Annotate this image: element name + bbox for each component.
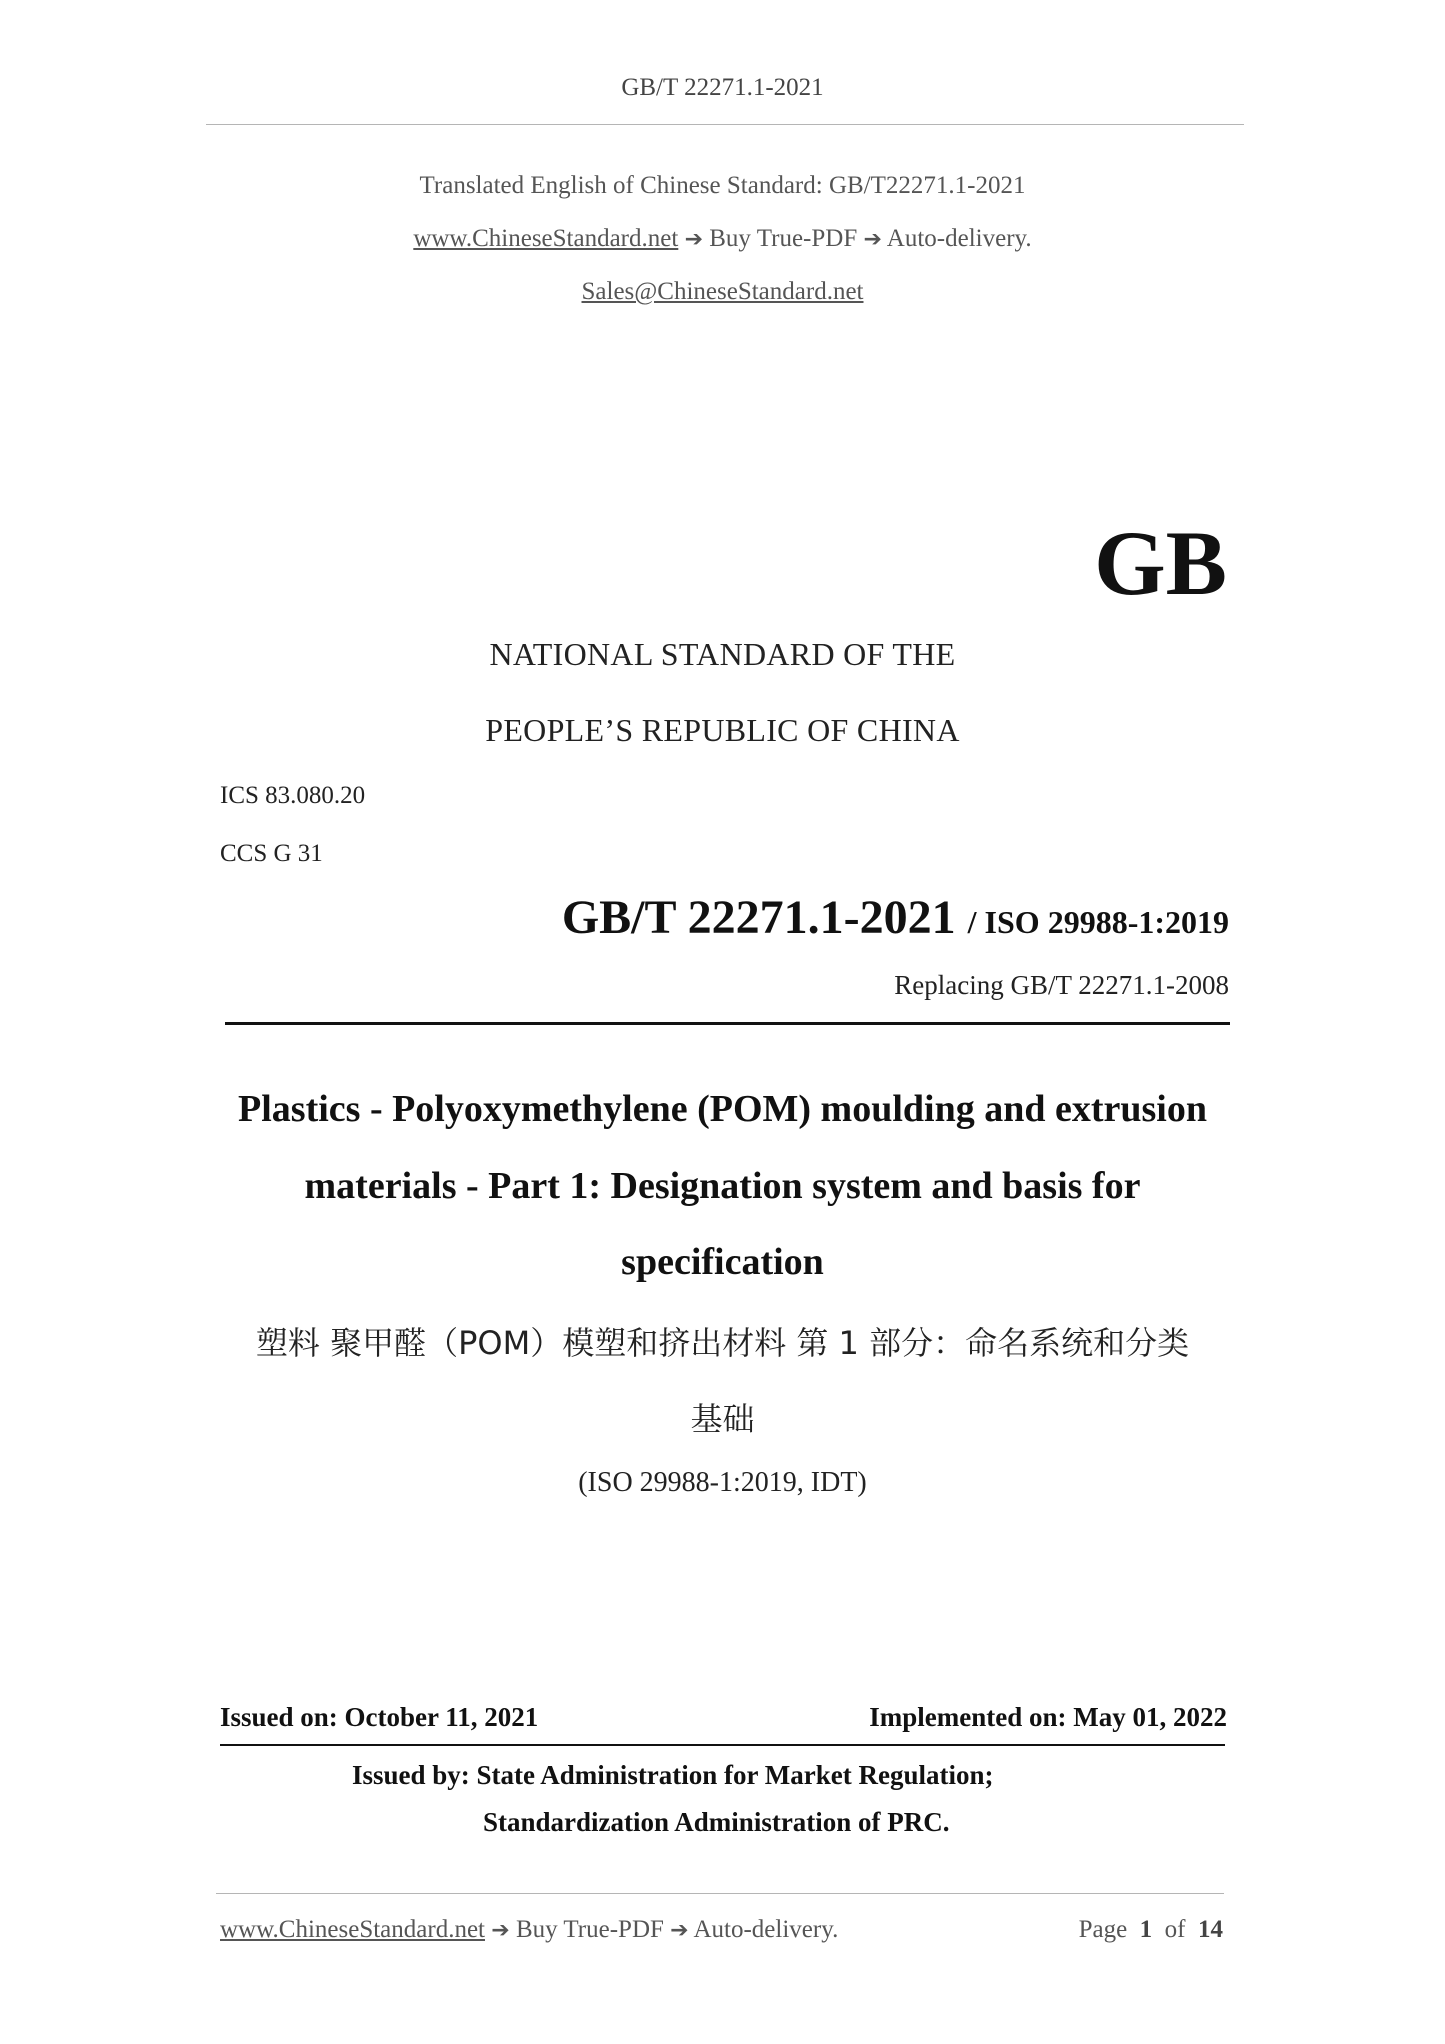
site-link[interactable]: www.ChineseStandard.net xyxy=(413,225,679,252)
translation-notice: Translated English of Chinese Standard: GB/T22271.1-2021 xyxy=(419,172,1026,199)
header-divider xyxy=(206,124,1244,125)
title-en-line1: Plastics - Polyoxymethylene (POM) moulding and extrusion xyxy=(238,1088,1207,1130)
delivery-text: Auto-delivery. xyxy=(886,225,1032,252)
ccs-code: CCS G 31 xyxy=(220,840,323,867)
gb-logo: GB xyxy=(1094,512,1227,614)
issued-by-line2: Standardization Administration of PRC. xyxy=(483,1807,950,1837)
arrow-right-icon: ➔ xyxy=(684,227,703,252)
email-link[interactable]: Sales@ChineseStandard.net xyxy=(581,278,864,305)
national-standard-line1: NATIONAL STANDARD OF THE xyxy=(489,636,956,672)
title-zh-line2: 基础 xyxy=(690,1400,755,1438)
replacing-note: Replacing GB/T 22271.1-2008 xyxy=(894,970,1229,1000)
page-number xyxy=(1079,1916,1223,1944)
title-zh-line1: 塑料 聚甲醛（POM）模塑和挤出材料 第 1 部分：命名系统和分类 xyxy=(255,1324,1190,1362)
footer-delivery-text: Auto-delivery. xyxy=(693,1916,839,1943)
iso-equivalence: (ISO 29988-1:2019, IDT) xyxy=(578,1467,867,1498)
page-of: of xyxy=(1164,1916,1186,1943)
ics-code: ICS 83.080.20 xyxy=(220,782,366,809)
iso-standard-number: / ISO 29988-1:2019 xyxy=(967,904,1229,940)
dates-divider xyxy=(220,1744,1225,1746)
gb-standard-number: GB/T 22271.1-2021 xyxy=(561,891,956,944)
buy-text: Buy True-PDF xyxy=(709,225,858,252)
footer-buy-text: Buy True-PDF xyxy=(515,1916,664,1943)
title-en-line2: materials - Part 1: Designation system and basis for xyxy=(304,1165,1141,1207)
implemented-on-date: Implemented on: May 01, 2022 xyxy=(869,1702,1227,1732)
national-standard-line2: PEOPLE’S REPUBLIC OF CHINA xyxy=(485,712,960,748)
issued-on-date: Issued on: October 11, 2021 xyxy=(220,1702,539,1732)
title-divider xyxy=(225,1022,1230,1025)
arrow-right-icon: ➔ xyxy=(670,1918,689,1943)
page-label: Page xyxy=(1078,1916,1128,1943)
footer-divider xyxy=(216,1893,1224,1894)
footer-promo xyxy=(220,1916,838,1944)
title-en-line3: specification xyxy=(621,1241,824,1283)
page-total: 14 xyxy=(1198,1916,1223,1943)
page-current: 1 xyxy=(1139,1916,1153,1943)
running-header: GB/T 22271.1-2021 xyxy=(621,74,824,101)
arrow-right-icon: ➔ xyxy=(491,1918,510,1943)
email-line xyxy=(0,278,1445,306)
footer-site-link[interactable]: www.ChineseStandard.net xyxy=(220,1916,485,1943)
issued-by-line1: Issued by: State Administration for Market Regulation; xyxy=(352,1760,994,1790)
arrow-right-icon: ➔ xyxy=(863,227,882,252)
promo-line xyxy=(0,225,1445,253)
standard-number xyxy=(562,890,1229,945)
